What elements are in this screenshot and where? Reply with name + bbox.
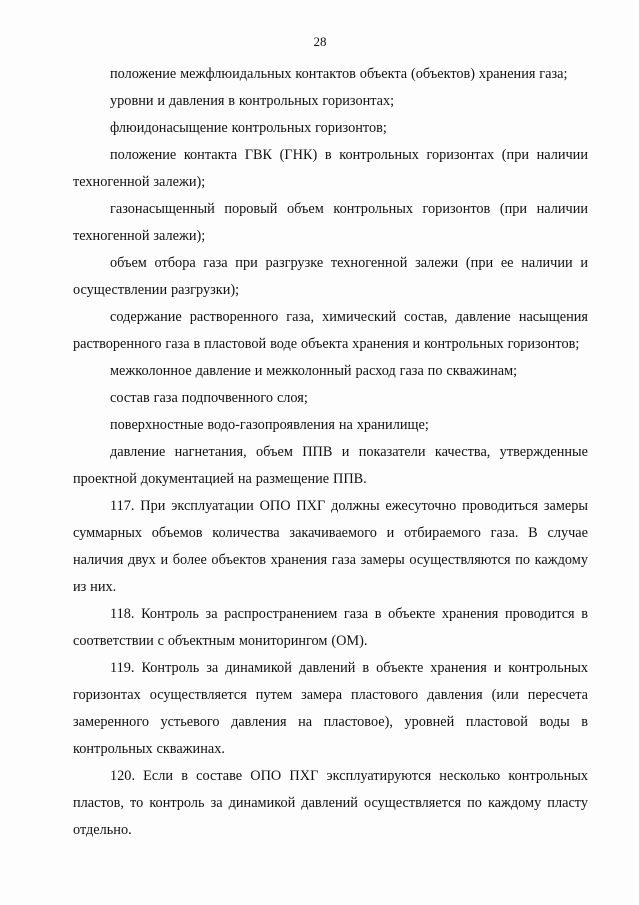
- paragraph-pore-volume: газонасыщенный поровый объем контрольных горизонтов (при наличии техногенной залежи);: [73, 201, 588, 244]
- paragraph-injection-pressure: давление нагнетания, объем ППВ и показатели качества, утвержденные проектной документацией на размещение ППВ.: [73, 444, 588, 487]
- paragraph-119: 119. Контроль за динамикой давлений в объекте хранения и контрольных горизонтах осуществляется путем замера пластового давления (или пересчета замеренного устьевого давления на пластовое), уровней пластовой воды в контрольных скважинах.: [73, 660, 588, 757]
- paragraph-dissolved-gas: содержание растворенного газа, химический состав, давление насыщения растворенного газа в пластовой воде объекта хранения и контрольных горизонтов;: [73, 309, 588, 352]
- paragraph-gvk-contact: положение контакта ГВК (ГНК) в контрольных горизонтах (при наличии техногенной залежи);: [73, 147, 588, 190]
- paragraph-subsoil-gas: состав газа подпочвенного слоя;: [110, 390, 308, 406]
- paragraph-117: 117. При эксплуатации ОПО ПХГ должны ежесуточно проводиться замеры суммарных объемов количества закачиваемого и отбираемого газа. В случае наличия двух и более объектов хранения газа замеры осуществляются по каждому из них.: [73, 498, 588, 595]
- paragraph-120: 120. Если в составе ОПО ПХГ эксплуатируются несколько контрольных пластов, то контроль за динамикой давлений осуществляется по каждому пласту отдельно.: [73, 768, 588, 838]
- paragraph-surface-manifestations: поверхностные водо-газопроявления на хранилище;: [110, 417, 429, 433]
- page-number: 28: [313, 34, 327, 49]
- paragraph-levels-pressures: уровни и давления в контрольных горизонтах;: [110, 93, 395, 109]
- paragraph-withdrawal-volume: объем отбора газа при разгрузке техногенной залежи (при ее наличии и осуществлении разгрузки);: [73, 255, 588, 298]
- document-body: [73, 61, 588, 844]
- paragraph-118: 118. Контроль за распространением газа в объекте хранения проводится в соответствии с объектным мониторингом (ОМ).: [73, 606, 588, 649]
- paragraph-gas-contacts: положение межфлюидальных контактов объекта (объектов) хранения газа;: [110, 66, 568, 82]
- paragraph-fluid-saturation: флюидонасыщение контрольных горизонтов;: [110, 120, 387, 136]
- paragraph-annular-pressure: межколонное давление и межколонный расход газа по скважинам;: [110, 363, 518, 379]
